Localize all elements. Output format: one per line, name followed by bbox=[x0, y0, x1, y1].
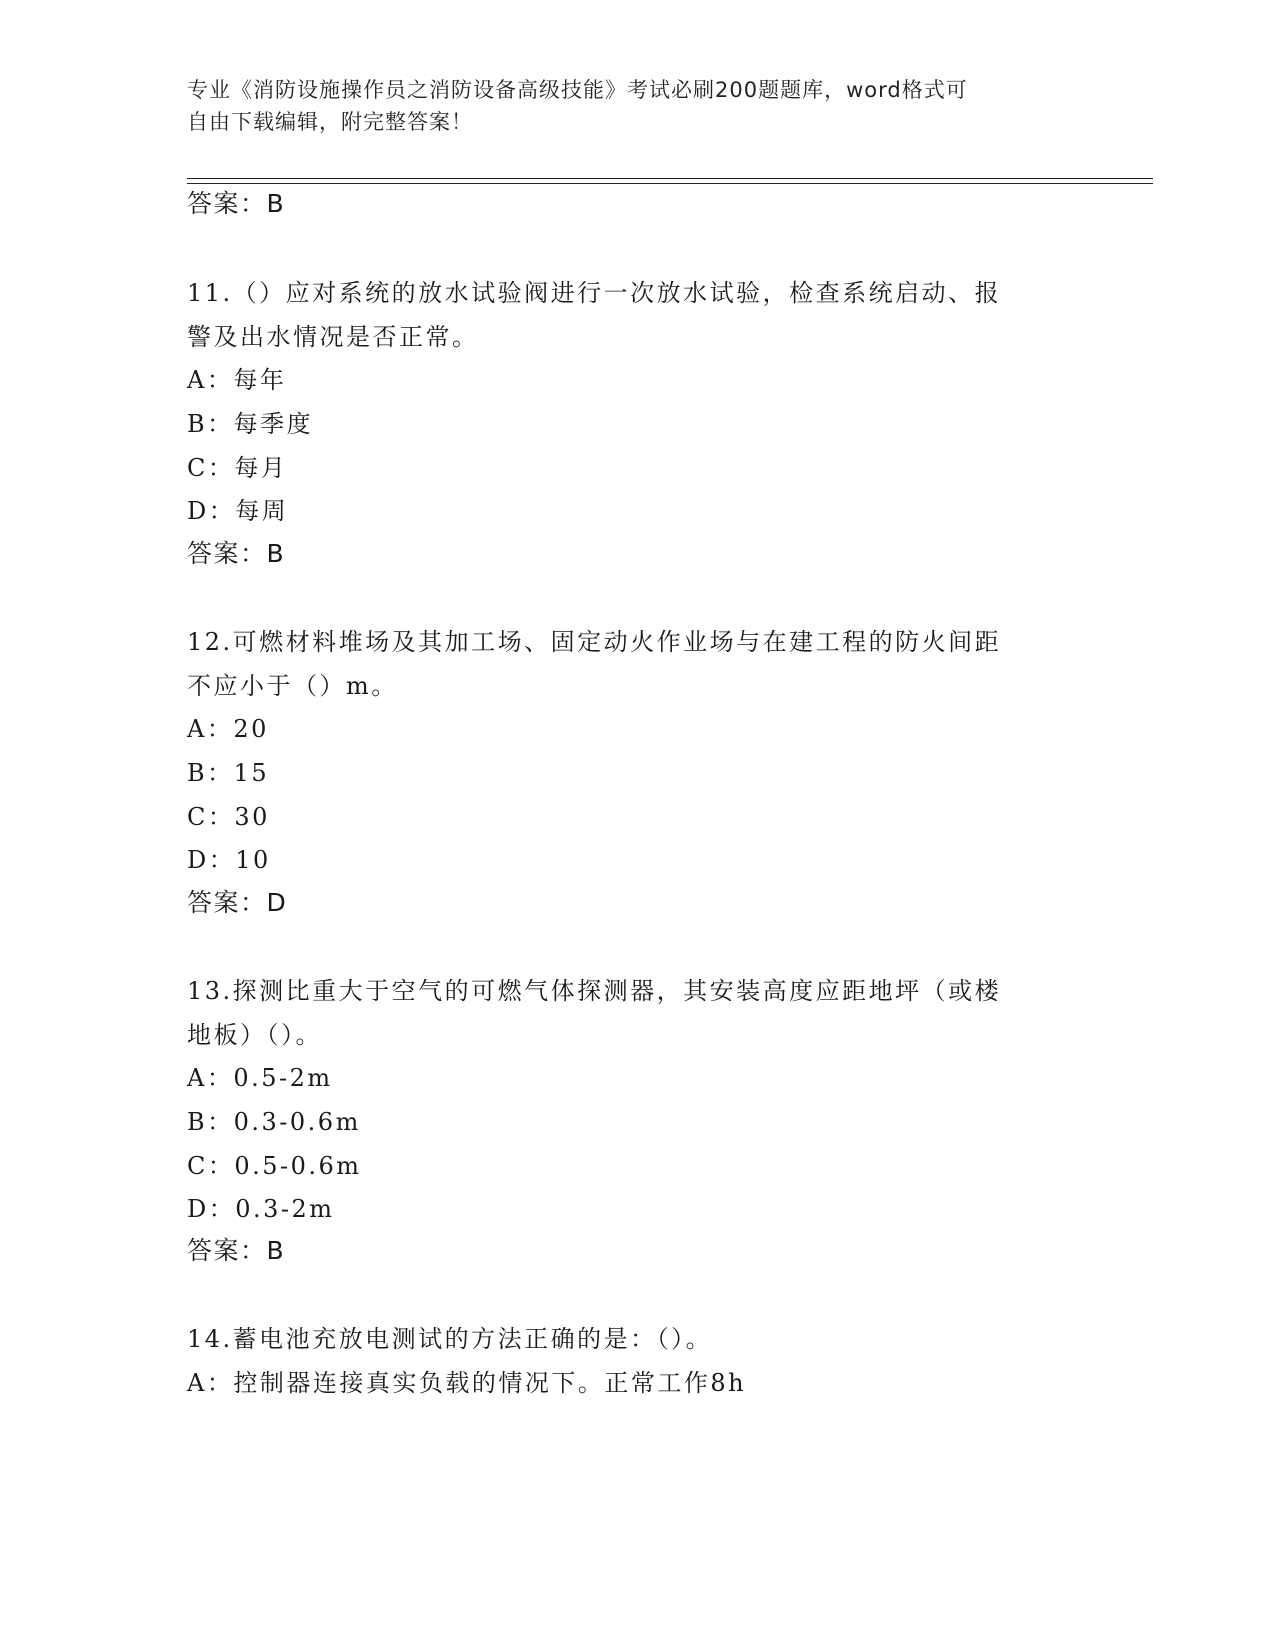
question-13-stem-line-1: 13.探测比重大于空气的可燃气体探测器，其安装高度应距地坪（或楼 bbox=[187, 977, 1002, 1005]
question-13-option-c: C：0.5-0.6m bbox=[187, 1152, 362, 1180]
question-12-option-b: B：15 bbox=[187, 759, 270, 787]
question-13-option-d: D：0.3-2m bbox=[187, 1195, 335, 1223]
header-divider-top bbox=[187, 178, 1153, 179]
question-11-stem-line-1: 11.（）应对系统的放水试验阀进行一次放水试验，检查系统启动、报 bbox=[187, 279, 1002, 307]
question-11-stem-line-2: 警及出水情况是否正常。 bbox=[187, 323, 479, 351]
question-12-answer: 答案：D bbox=[187, 888, 288, 917]
header-line-1: 专业《消防设施操作员之消防设备高级技能》考试必刷200题题库，word格式可 bbox=[187, 78, 968, 102]
question-13-stem-line-2: 地板）（）。 bbox=[187, 1021, 322, 1049]
question-12-stem-line-2: 不应小于（）m。 bbox=[187, 672, 398, 700]
page-header bbox=[187, 74, 1067, 138]
question-12-option-c: C：30 bbox=[187, 803, 270, 831]
question-11-option-a: A：每年 bbox=[187, 366, 287, 394]
question-12-stem-line-1: 12.可燃材料堆场及其加工场、固定动火作业场与在建工程的防火间距 bbox=[187, 628, 1002, 656]
previous-answer: 答案：B bbox=[187, 189, 286, 218]
question-14-stem-line-1: 14.蓄电池充放电测试的方法正确的是：（）。 bbox=[187, 1325, 713, 1353]
question-11-option-b: B：每季度 bbox=[187, 410, 314, 438]
question-13-answer: 答案：B bbox=[187, 1236, 286, 1265]
question-12-option-a: A：20 bbox=[187, 715, 269, 743]
question-11-answer: 答案：B bbox=[187, 539, 286, 568]
question-11-option-d: D：每周 bbox=[187, 497, 289, 525]
question-14-option-a: A：控制器连接真实负载的情况下。正常工作8h bbox=[187, 1369, 747, 1397]
question-12-option-d: D：10 bbox=[187, 846, 271, 874]
question-13-option-b: B：0.3-0.6m bbox=[187, 1108, 361, 1136]
question-13-option-a: A：0.5-2m bbox=[187, 1064, 333, 1092]
header-divider-bottom bbox=[187, 183, 1153, 184]
header-line-2: 自由下载编辑，附完整答案！ bbox=[187, 110, 473, 134]
question-11-option-c: C：每月 bbox=[187, 454, 288, 482]
